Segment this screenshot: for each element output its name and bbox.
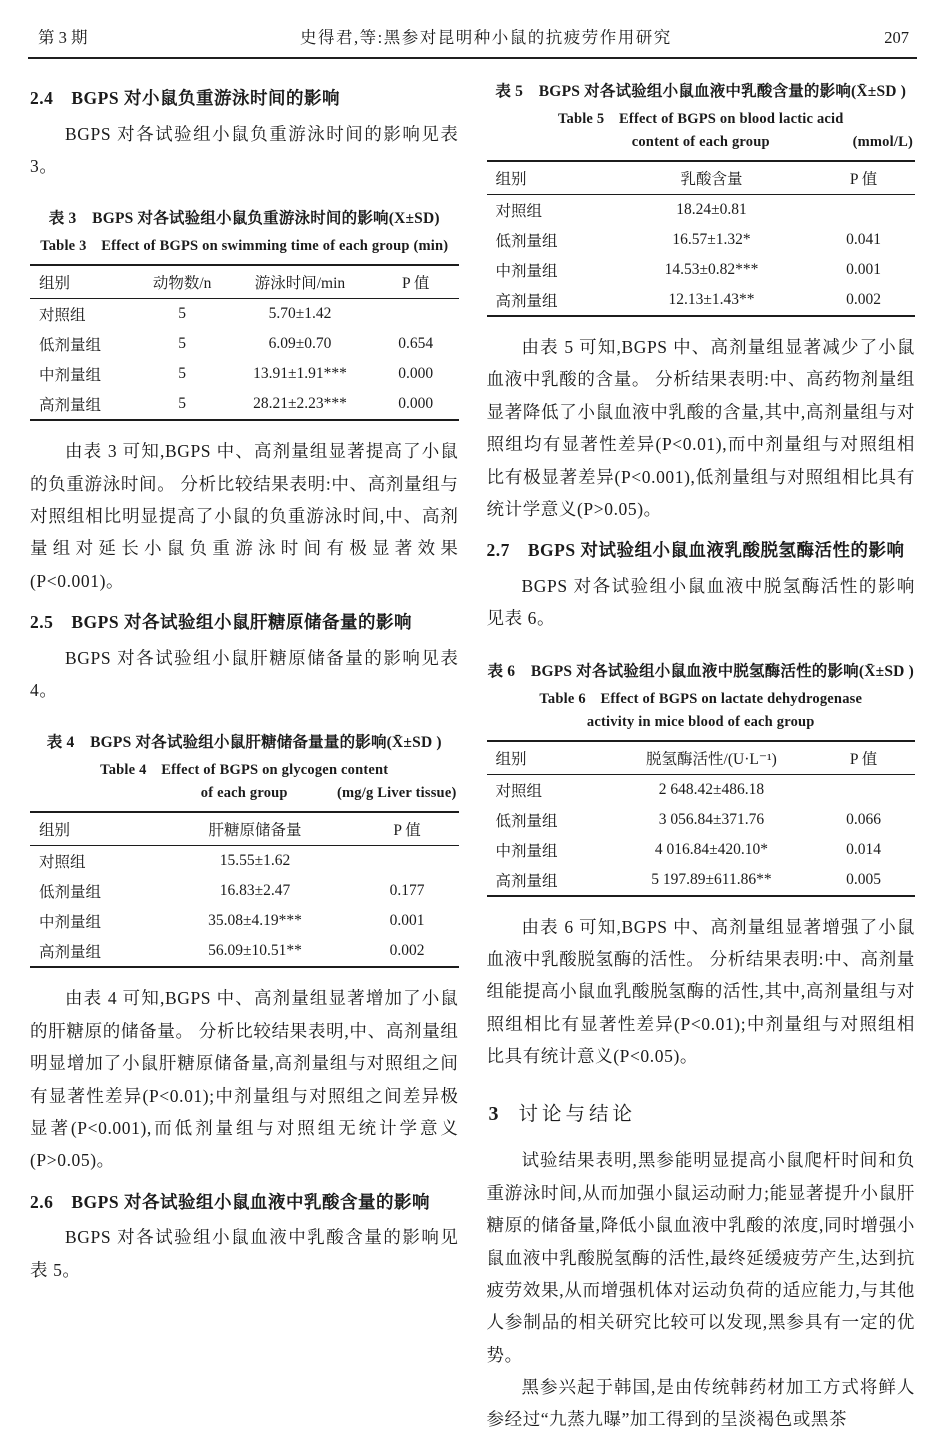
table6-header-p-value: P 值 <box>812 741 915 775</box>
table-row <box>487 835 916 865</box>
table-row <box>487 195 916 226</box>
table-cell-p: 0.005 <box>846 870 881 888</box>
table5-caption-unit: (mmol/L) <box>852 134 913 150</box>
section-heading-3 <box>489 1098 916 1126</box>
table-cell-group: 对照组 <box>39 307 86 325</box>
table5-caption-zh: 表 5 BGPS 对各试验组小鼠血液中乳酸含量的影响(X̄±SD ) <box>495 83 907 100</box>
table-cell-p: 0.001 <box>846 261 881 278</box>
table-cell-group: 中剂量组 <box>495 842 558 860</box>
table4-caption-en-line1: Table 4 Effect of BGPS on glycogen content <box>100 762 389 779</box>
table-cell-value: 16.83±2.47 <box>219 882 291 900</box>
table-cell-group: 高剂量组 <box>495 872 558 890</box>
discussion-paragraph-2: 黑参兴起于韩国,是由传统韩药材加工方式将鲜人参经过“九蒸九曝”加工得到的呈淡褐色或黑茶 <box>486 1377 915 1430</box>
table-row <box>30 906 459 936</box>
table-cell-value: 15.55±1.62 <box>219 852 291 870</box>
left-column <box>30 73 459 1436</box>
paragraph-2-4: BGPS 对各试验组小鼠负重游泳时间的影响见表 3。 <box>30 123 459 176</box>
section-heading-2-7: 2.7 BGPS 对试验组小鼠血液乳酸脱氢酶活性的影响 <box>486 540 905 561</box>
table-row <box>30 329 459 359</box>
table-cell-value: 13.91±1.91*** <box>253 365 347 383</box>
table5-caption-en-line2 <box>487 134 916 151</box>
table4-caption-en-main: of each group <box>200 785 288 802</box>
table-row <box>30 936 459 967</box>
table-cell-value: 12.13±1.43** <box>668 291 755 308</box>
table3-header-swim-time: 游泳时间/min <box>227 265 373 299</box>
table-cell-p <box>812 195 915 226</box>
section-3-number: 3 <box>488 1103 499 1126</box>
table-cell-p: 0.014 <box>846 840 881 858</box>
table-cell-p <box>356 846 459 877</box>
table-row <box>487 225 916 255</box>
table-cell-value: 35.08±4.19*** <box>208 912 302 930</box>
table-5 <box>487 160 916 317</box>
table-cell-group: 对照组 <box>39 854 86 872</box>
table-row <box>487 774 916 805</box>
table4-caption-zh: 表 4 BGPS 对各试验组小鼠肝糖储备量量的影响(X̄±SD ) <box>46 734 442 752</box>
table5-header-p-value: P 值 <box>812 161 915 195</box>
table-cell-n: 5 <box>178 365 186 383</box>
table-row <box>487 255 916 285</box>
paragraph-2-5: BGPS 对各试验组小鼠肝糖原储备量的影响见表 4。 <box>30 647 459 700</box>
table-cell-p: 0.066 <box>846 810 881 828</box>
table-cell-value: 5.70±1.42 <box>268 305 332 323</box>
table-cell-value: 5 197.89±611.86** <box>651 870 772 888</box>
content-columns <box>26 59 919 1436</box>
table-cell-n: 5 <box>178 395 186 413</box>
page-header <box>26 18 919 57</box>
section-heading-2-4: 2.4 BGPS 对小鼠负重游泳时间的影响 <box>30 88 340 108</box>
table6-header-row <box>487 741 916 775</box>
table6-caption-zh: 表 6 BGPS 对各试验组小鼠血液中脱氢酶活性的影响(X̄±SD ) <box>487 662 914 680</box>
header-running-title: 史得君,等:黑参对昆明种小鼠的抗疲劳作用研究 <box>300 28 672 47</box>
table-cell-group: 低剂量组 <box>39 884 102 902</box>
table-cell-n: 5 <box>178 335 186 353</box>
table-cell-p: 0.002 <box>846 291 881 308</box>
table5-caption-en-line1: Table 5 Effect of BGPS on blood lactic acid <box>557 111 844 127</box>
table3-caption-zh: 表 3 BGPS 对各试验组小鼠负重游泳时间的影响(X±SD) <box>48 210 440 228</box>
discussion-paragraph-1: 试验结果表明,黑参能明显提高小鼠爬杆时间和负重游泳时间,从而加强小鼠运动耐力;能显著提升小鼠肝糖原的储备量,降低小鼠血液中乳酸的浓度,同时增强小鼠血液中乳酸脱氢酶的活性,最终延缓疲劳产生,达到抗疲劳效果,从而增强机体对运动负荷的适应能力,与其他人参制品的相关研究比较可以发现,黑参具有一定的优势。 <box>486 1150 915 1365</box>
table-cell-p: 0.000 <box>398 395 434 413</box>
table-cell-group: 高剂量组 <box>39 944 102 962</box>
paragraph-after-table4: 由表 4 可知,BGPS 中、高剂量组显著增加了小鼠的肝糖原的储备量。 分析比较结果表明,中、高剂量组明显增加了小鼠肝糖原储备量,高剂量组与对照组之间有显著性差异(P<0.01);中剂量组与对照组之间差异极显著(P<0.001),而低剂量组与对照组无统计学意义(P>0.05)。 <box>30 988 459 1171</box>
table5-caption-en-main: content of each group <box>631 134 770 150</box>
table-4 <box>30 811 459 968</box>
table-cell-p <box>812 774 915 805</box>
table-cell-p: 0.002 <box>389 942 425 960</box>
table-cell-n: 5 <box>178 305 186 323</box>
header-page-number: 207 <box>884 28 909 47</box>
table-cell-value: 4 016.84±420.10* <box>654 840 769 858</box>
table-cell-p: 0.177 <box>389 882 425 900</box>
table3-caption-en: Table 3 Effect of BGPS on swimming time of each group (min) <box>40 238 449 255</box>
table-cell-p: 0.000 <box>398 365 434 383</box>
table-row <box>30 389 459 420</box>
paragraph-after-table5: 由表 5 可知,BGPS 中、高剂量组显著减少了小鼠血液中乳酸的含量。 分析结果表明:中、高药物剂量组显著降低了小鼠血液中乳酸的含量,其中,高剂量组与对照组均有显著性差异(P<0.01),而中剂量组与对照组相比有极显著差异(P<0.001),低剂量组与对照组相比具有统计学意义(P>0.05)。 <box>486 337 915 519</box>
table-row <box>30 359 459 389</box>
section-3-title: 讨论与结论 <box>518 1104 637 1126</box>
table-cell-value: 28.21±2.23*** <box>253 395 347 413</box>
table4-header-row <box>30 812 459 846</box>
table4-header-p-value: P 值 <box>356 812 459 846</box>
table-row <box>487 805 916 835</box>
section-heading-2-5: 2.5 BGPS 对各试验组小鼠肝糖原储备量的影响 <box>30 612 412 633</box>
header-issue: 第 3 期 <box>38 28 88 47</box>
table-row <box>30 876 459 906</box>
table-cell-p: 0.654 <box>398 335 434 353</box>
table-cell-value: 18.24±0.81 <box>676 201 747 218</box>
table-cell-group: 中剂量组 <box>39 367 102 385</box>
table5-header-group: 组别 <box>487 161 611 195</box>
table-row <box>30 846 459 877</box>
paragraph-2-7: BGPS 对各试验组小鼠血液中脱氢酶活性的影响见表 6。 <box>486 575 915 629</box>
table-cell-group: 中剂量组 <box>495 263 558 280</box>
table-row <box>30 299 459 330</box>
table-cell-group: 高剂量组 <box>495 293 558 310</box>
table-cell-value: 2 648.42±486.18 <box>658 780 765 798</box>
table-3 <box>30 264 459 421</box>
table-cell-value: 56.09±10.51** <box>208 942 302 960</box>
table-cell-value: 3 056.84±371.76 <box>658 810 765 828</box>
table4-header-group: 组别 <box>30 812 154 846</box>
table-cell-group: 低剂量组 <box>495 812 558 830</box>
table-cell-value: 6.09±0.70 <box>268 335 332 353</box>
right-column <box>487 73 916 1436</box>
table6-caption-en-line1: Table 6 Effect of BGPS on lactate dehydrogenase <box>539 690 863 707</box>
table-cell-value: 16.57±1.32* <box>672 231 751 248</box>
table5-header-row <box>487 161 916 195</box>
table-cell-group: 对照组 <box>495 782 543 800</box>
table-cell-group: 低剂量组 <box>39 337 102 355</box>
table3-header-row <box>30 265 459 299</box>
paragraph-after-table6: 由表 6 可知,BGPS 中、高剂量组显著增强了小鼠血液中乳酸脱氢酶的活性。 分析结果表明:中、高剂量组能提高小鼠血乳酸脱氢酶的活性,其中,高剂量组与对照组相比有显著性差异(P<0.01);中剂量组与对照组相比具有统计意义(P<0.05)。 <box>486 916 915 1066</box>
table3-header-n: 动物数/n <box>137 265 227 299</box>
table4-caption-unit: (mg/g Liver tissue) <box>336 785 457 802</box>
table-cell-group: 低剂量组 <box>495 233 558 250</box>
table6-header-ldh: 脱氢酶活性/(U·L⁻¹) <box>611 741 812 775</box>
table-cell-p: 0.001 <box>389 912 425 930</box>
table-row <box>487 285 916 316</box>
table3-header-p-value: P 值 <box>373 265 459 299</box>
table-6 <box>487 740 916 897</box>
table6-header-group: 组别 <box>487 741 611 775</box>
table5-header-lactic: 乳酸含量 <box>611 161 812 195</box>
table-row <box>487 865 916 896</box>
table-cell-group: 对照组 <box>495 203 543 220</box>
section-heading-2-6: 2.6 BGPS 对各试验组小鼠血液中乳酸含量的影响 <box>30 1191 430 1212</box>
paragraph-after-table3: 由表 3 可知,BGPS 中、高剂量组显著提高了小鼠的负重游泳时间。 分析比较结果表明:中、高剂量组与对照组相比明显提高了小鼠的负重游泳时间,中、高剂量组对延长小鼠负重游泳时间有极显著效果(P<0.001)。 <box>30 441 459 591</box>
table4-caption-en-line2 <box>30 785 459 802</box>
table4-header-glycogen: 肝糖原储备量 <box>154 812 355 846</box>
table-cell-group: 高剂量组 <box>39 397 102 415</box>
table-cell-group: 中剂量组 <box>39 914 102 932</box>
table6-caption-en-line2: activity in mice blood of each group <box>586 713 815 730</box>
table-cell-value: 14.53±0.82*** <box>664 261 759 278</box>
table3-header-group: 组别 <box>30 265 137 299</box>
paragraph-2-6: BGPS 对各试验组小鼠血液中乳酸含量的影响见表 5。 <box>30 1227 459 1280</box>
table-cell-p <box>373 299 459 330</box>
table-cell-p: 0.041 <box>846 231 881 248</box>
